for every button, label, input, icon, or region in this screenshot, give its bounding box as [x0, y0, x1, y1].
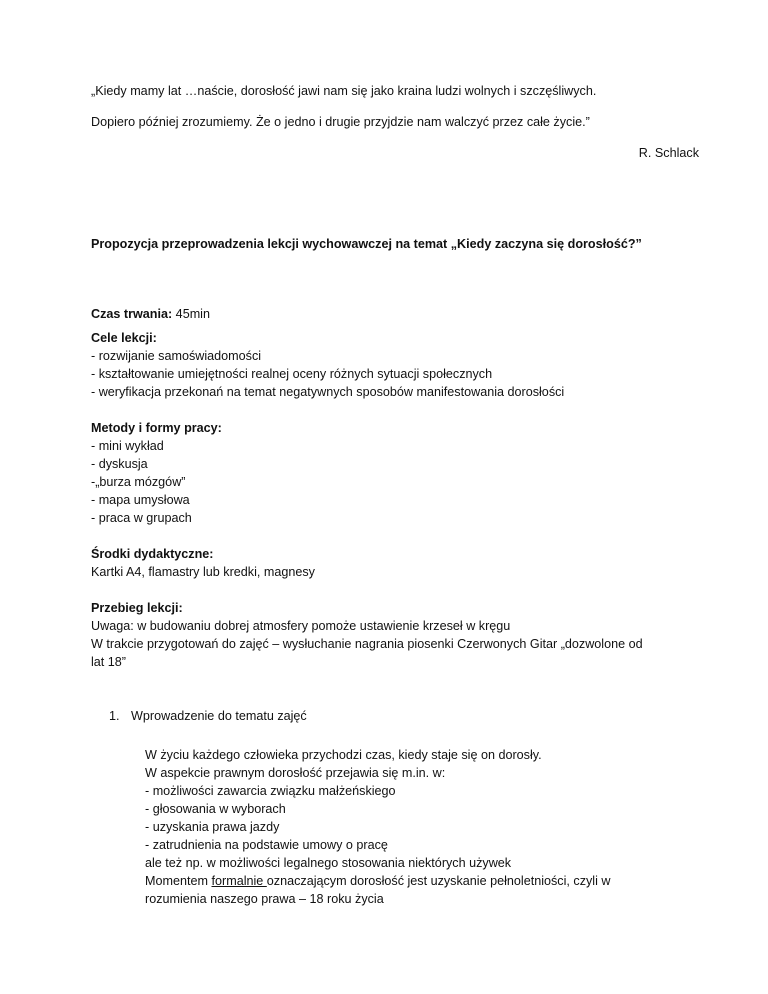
formal-pre: Momentem	[145, 874, 212, 888]
goals-heading: Cele lekcji:	[91, 331, 157, 345]
title-text: Propozycja przeprowadzenia lekcji wychowawczej na temat „Kiedy zaczyna się dorosłość?”	[91, 237, 642, 251]
materials-heading: Środki dydaktyczne:	[91, 547, 214, 561]
method-item: - mapa umysłowa	[91, 493, 190, 507]
section-1-formal-line	[145, 872, 691, 890]
quote-line-2: Dopiero później zrozumiemy. Że o jedno i drugie przyjdzie nam walczyć przez całe życie.”	[91, 115, 590, 129]
course-heading: Przebieg lekcji:	[91, 601, 183, 615]
duration	[91, 305, 210, 323]
section-1-title: Wprowadzenie do tematu zajęć	[131, 709, 307, 723]
goal-item: - kształtowanie umiejętności realnej oceny różnych sytuacji społecznych	[91, 367, 493, 381]
method-item: -„burza mózgów”	[91, 475, 186, 489]
method-item: - mini wykład	[91, 439, 164, 453]
course-section	[91, 599, 691, 671]
method-item: - dyskusja	[91, 457, 148, 471]
course-note: Uwaga: w budowaniu dobrej atmosfery pomoże ustawienie krzeseł w kręgu	[91, 619, 511, 633]
course-line-3: lat 18”	[91, 655, 127, 669]
section-1-number: 1.	[109, 709, 120, 723]
methods-section	[91, 419, 691, 527]
goal-item: - rozwijanie samoświadomości	[91, 349, 262, 363]
goals-section	[91, 329, 691, 401]
materials-section	[91, 545, 691, 581]
duration-value: 45min	[172, 307, 210, 321]
section-1-line: ale też np. w możliwości legalnego stosowania niektórych używek	[145, 856, 512, 870]
quote-line-1: „Kiedy mamy lat …naście, dorosłość jawi nam się jako kraina ludzi wolnych i szczęśliwych.	[91, 84, 597, 98]
goal-item: - weryfikacja przekonań na temat negatywnych sposobów manifestowania dorosłości	[91, 385, 565, 399]
methods-heading: Metody i formy pracy:	[91, 421, 222, 435]
section-1-line: - zatrudnienia na podstawie umowy o pracę	[145, 838, 388, 852]
section-1-heading	[109, 707, 307, 725]
course-line-2: W trakcie przygotowań do zajęć – wysłuchanie nagrania piosenki Czerwonych Gitar „dozwolone od	[91, 637, 643, 651]
section-1-line: W aspekcie prawnym dorosłość przejawia się m.in. w:	[145, 766, 446, 780]
formal-post: oznaczającym dorosłość jest uzyskanie pełnoletniości, czyli w	[266, 874, 611, 888]
section-1-line: - możliwości zawarcia związku małżeńskiego	[145, 784, 396, 798]
section-1-line: W życiu każdego człowieka przychodzi czas, kiedy staje się on dorosły.	[145, 748, 542, 762]
section-1-line: - uzyskania prawa jazdy	[145, 820, 280, 834]
section-1-line: - głosowania w wyborach	[145, 802, 286, 816]
section-1-final: rozumienia naszego prawa – 18 roku życia	[145, 892, 384, 906]
section-1-body	[145, 746, 691, 908]
formal-underlined: formalnie	[211, 874, 267, 888]
duration-label: Czas trwania:	[91, 307, 173, 321]
method-item: - praca w grupach	[91, 511, 192, 525]
materials-text: Kartki A4, flamastry lub kredki, magnesy	[91, 565, 315, 579]
document-title	[91, 235, 642, 253]
quote-author: R. Schlack	[638, 146, 699, 160]
